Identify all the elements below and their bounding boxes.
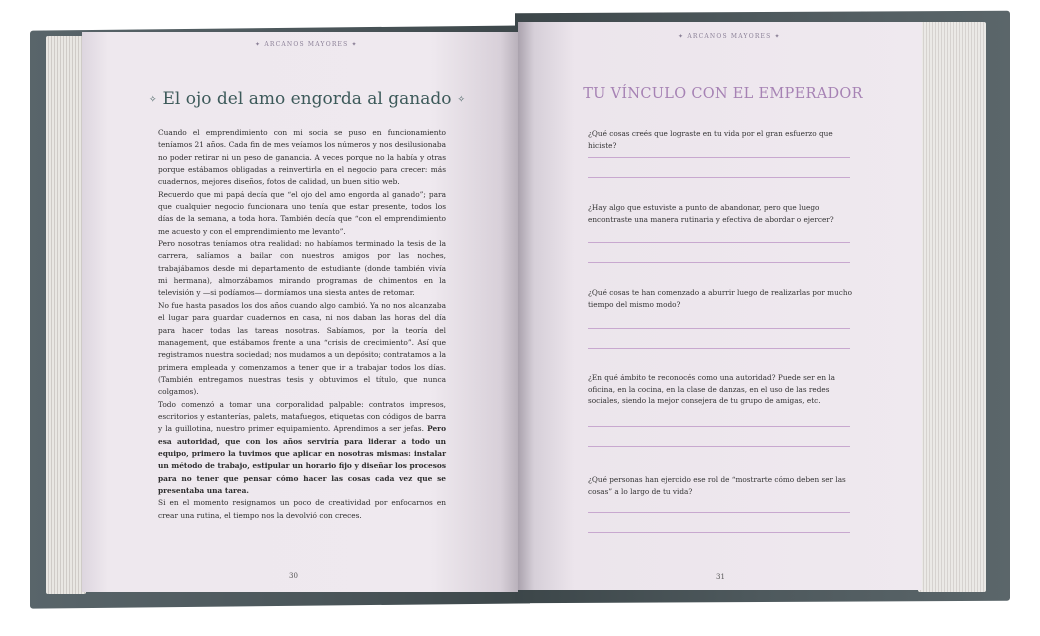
body-paragraph: [158, 189, 446, 238]
body-paragraph: [158, 399, 446, 498]
answer-line[interactable]: [588, 446, 850, 447]
body-paragraph: [158, 127, 446, 189]
question-5: ¿Qué personas han ejercido ese rol de “mostrarte cómo deben ser las cosas” a lo largo de tu vida?: [588, 475, 846, 496]
text-run: Todo comenzó a tomar una corporalidad palpable: contratos impresos, escritorios y estanterías, palets, matafuegos, etiquetas con códigos de barra y la guillotina, nuestro primer equipamiento. Aprendimos a ser jefas.: [158, 399, 446, 434]
question-3: ¿Qué cosas te han comenzado a aburrir luego de realizarlas por mucho tiempo del mismo modo?: [588, 288, 852, 309]
question-4: ¿En qué ámbito te reconocés como una autoridad? Puede ser en la oficina, en la cocina, en la clase de danzas, en el uso de las redes sociales, siendo la mejor consejera de tu grupo de amigas, etc.: [588, 373, 836, 405]
right-page: [518, 22, 922, 590]
text-run: Si en el momento resignamos un poco de creatividad por enfocarnos en crear una rutina, el tiempo nos la devolvió con creces.: [158, 498, 446, 520]
diamond-icon: ✦: [351, 41, 358, 48]
diamond-icon: ✦: [774, 33, 781, 40]
right-page-number: 31: [716, 573, 725, 581]
diamond-icon: ✦: [678, 33, 685, 40]
right-running-head: [678, 33, 781, 40]
section-title: TU VÍNCULO CON EL EMPERADOR: [583, 86, 863, 102]
answer-line[interactable]: [588, 242, 850, 243]
page-edges-right: [918, 22, 986, 592]
answer-line[interactable]: [588, 328, 850, 329]
left-running-head: [255, 41, 358, 48]
diamond-icon: ✦: [255, 41, 262, 48]
answer-line[interactable]: [588, 177, 850, 178]
right-running-head-text: ARCANOS MAYORES: [687, 33, 772, 40]
question-2: ¿Hay algo que estuviste a punto de abandonar, pero que luego encontraste una manera rutinaria y efectiva de abordar o ejercer?: [588, 203, 834, 224]
body-paragraph: [158, 300, 446, 399]
chapter-title-text: El ojo del amo engorda al ganado: [162, 89, 452, 109]
body-paragraph: [158, 497, 446, 522]
question-1: ¿Qué cosas creés que lograste en tu vida por el gran esfuerzo que hiciste?: [588, 129, 833, 150]
answer-line[interactable]: [588, 157, 850, 158]
body-paragraph: [158, 238, 446, 300]
answer-line[interactable]: [588, 512, 850, 513]
answer-line[interactable]: [588, 532, 850, 533]
text-run: Recuerdo que mi papá decía que “el ojo del amo engorda al ganado”; para que cualquier negocio funcionara uno tenía que estar presente, todos los días de la semana, a toda hora. También decía que “con el emprendimiento me acuesto y con el emprendimiento me levanto”.: [158, 189, 446, 236]
text-run: Cuando el emprendimiento con mi socia se puso en funcionamiento teníamos 21 años. Cada fin de mes veíamos los números y nos desilusionaba no poder retirar ni un peso de ganancia. A veces porque no la había y otras porque estábamos obligadas a reinvertirla en el negocio para crecer: más cuadernos, mejores diseños, fotos de calidad, un buen sitio web.: [158, 128, 446, 187]
chapter-title: [142, 89, 472, 109]
page-edges-left: [46, 36, 86, 594]
sparkle-icon: ✧: [457, 94, 466, 105]
bold-text-run: Pero esa autoridad, que con los años serviría para liderar a todo un equipo, primero la tuvimos que aplicar en nosotras mismas: instalar un método de trabajo, estipular un horario fijo y diseñar los procesos para no tener que pensar cómo hacer las cosas cada vez que se presentaba una tarea.: [158, 424, 446, 495]
text-run: Pero nosotras teníamos otra realidad: no habíamos terminado la tesis de la carrera, salíamos a bailar con nuestros amigos por las noches, trabajábamos desde mi departamento de estudiante (donde también vivía mi hermana), almorzábamos mirando programas de chimentos en la televisión y —si podíamos— dormíamos una siesta antes de retomar.: [158, 239, 446, 298]
left-running-head-text: ARCANOS MAYORES: [264, 41, 349, 48]
chapter-body-text: [158, 127, 446, 522]
sparkle-icon: ✧: [148, 94, 157, 105]
text-run: No fue hasta pasados los dos años cuando algo cambió. Ya no nos alcanzaba el lugar para guardar cuadernos en casa, ni nos daban las horas del día para hacer todas las tareas nosotras. Sabíamos, por la teoría del management, que estábamos frente a una “crisis de crecimiento”. Así que registramos nuestra sociedad; nos mudamos a un depósito; contratamos a la primera empleada y comenzamos a tener que ir a trabajar todos los días. (También entregamos nuestras tesis y obtuvimos el título, que nunca colgamos).: [158, 300, 447, 397]
answer-line[interactable]: [588, 348, 850, 349]
answer-line[interactable]: [588, 426, 850, 427]
left-page-number: 30: [289, 572, 298, 580]
answer-line[interactable]: [588, 262, 850, 263]
left-page: [82, 32, 518, 592]
